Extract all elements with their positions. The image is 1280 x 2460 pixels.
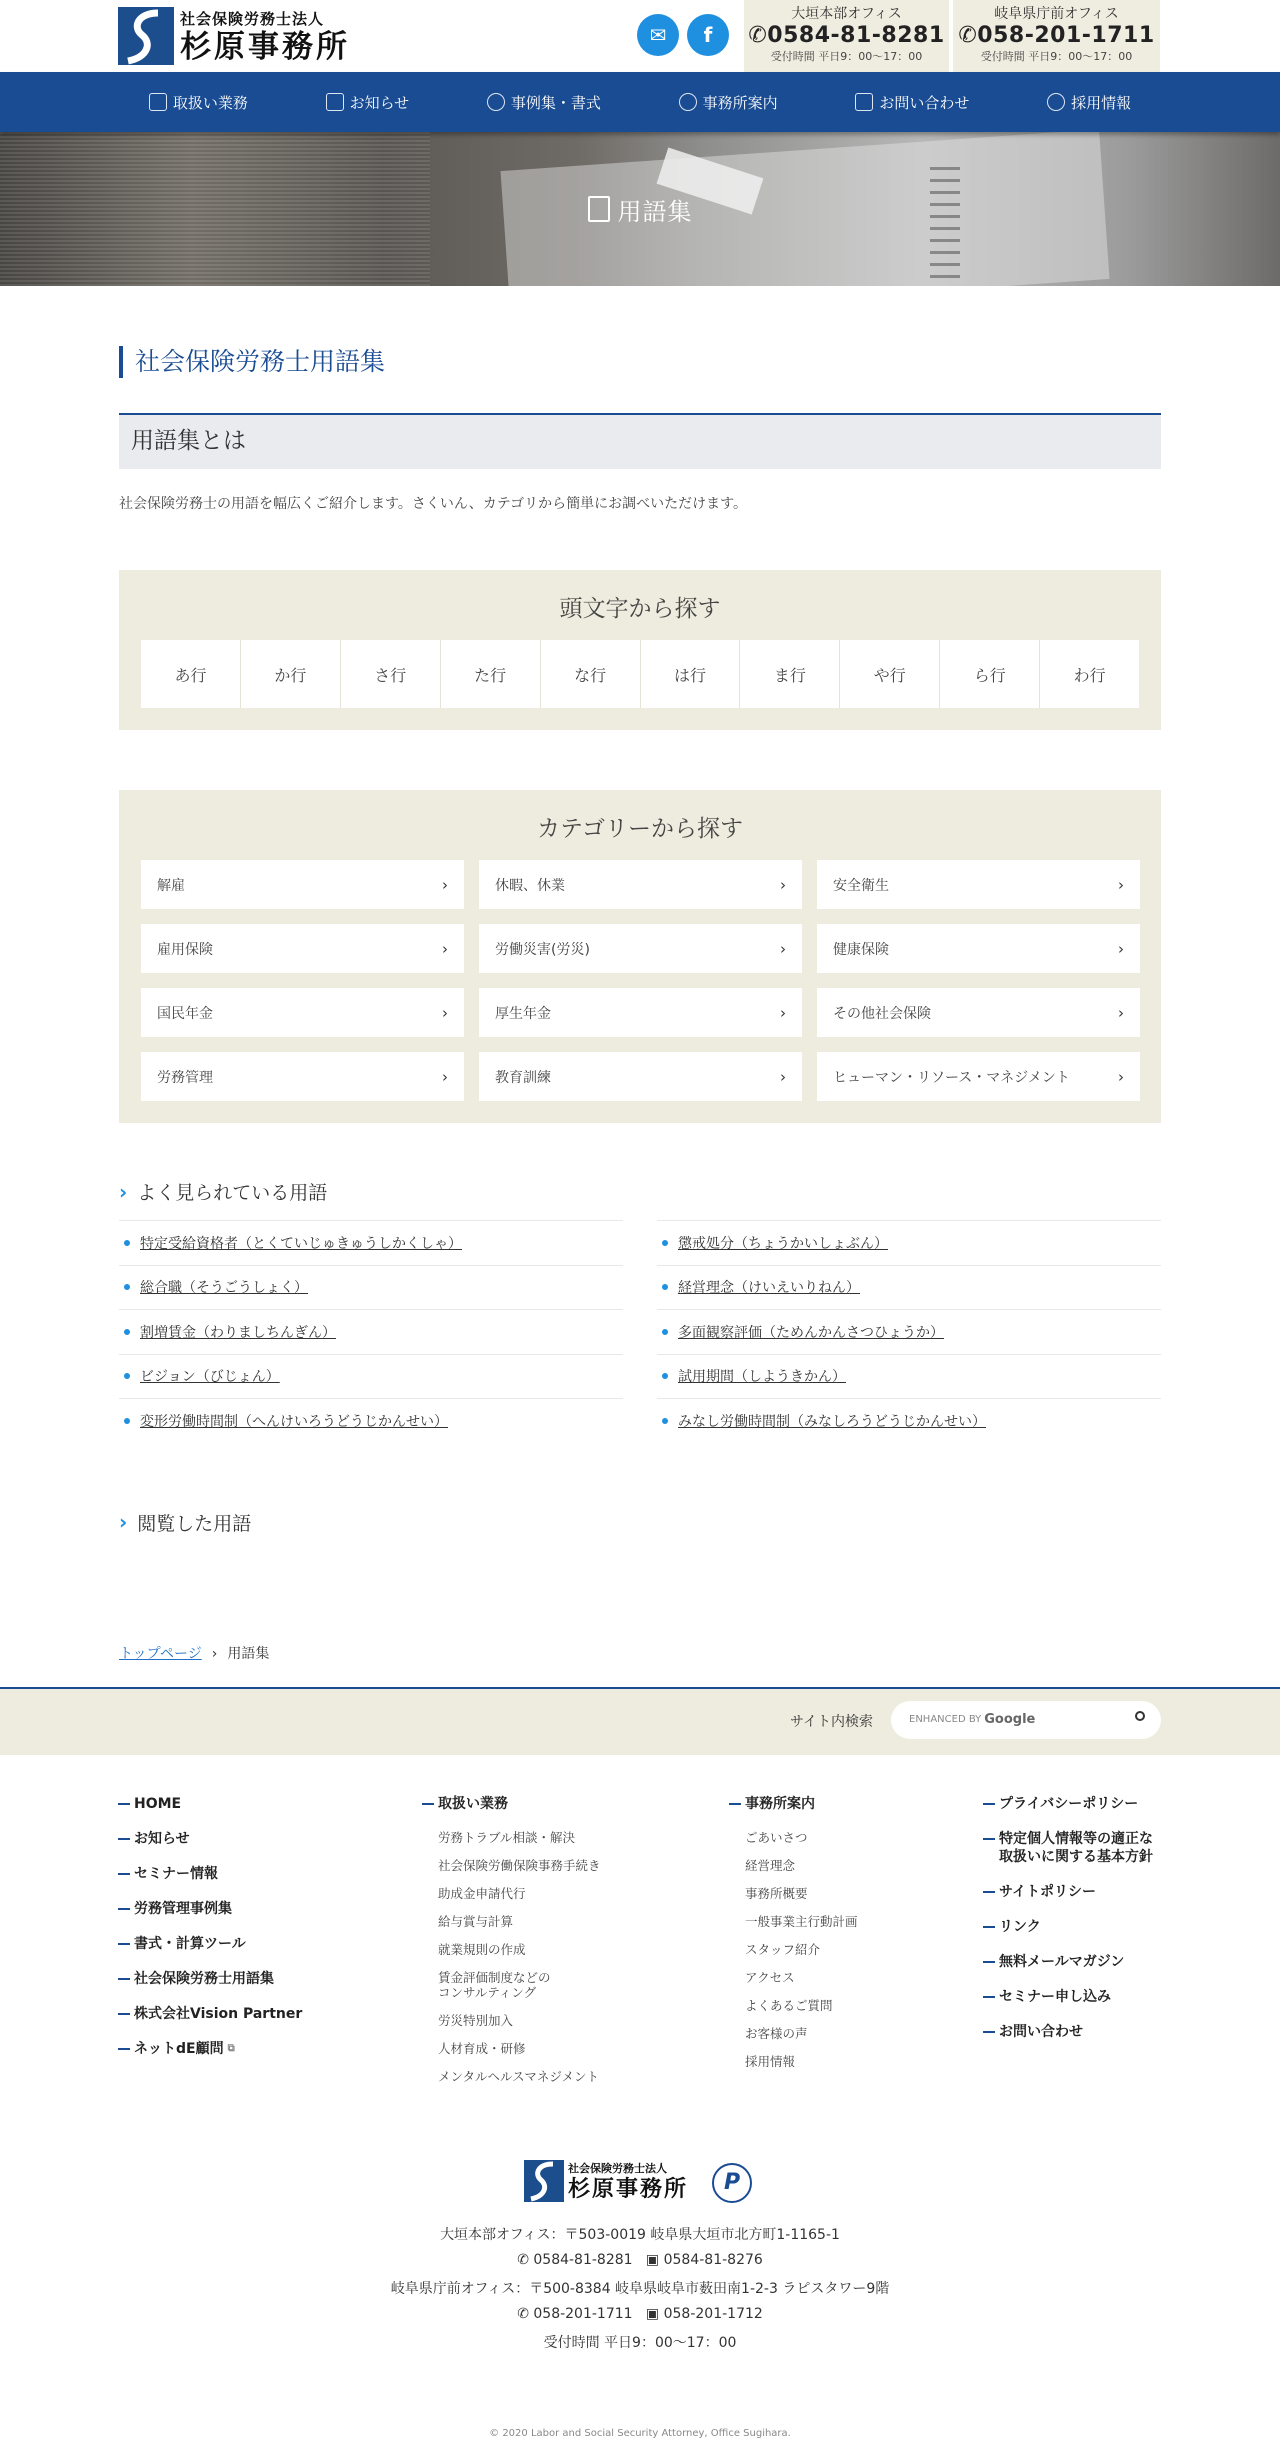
kana-item[interactable]: な行: [541, 640, 641, 708]
site-header: [0, 0, 1280, 72]
office-tel[interactable]: 0584-81-8281: [767, 23, 945, 48]
nav-news[interactable]: お知らせ: [326, 92, 410, 113]
contact-kencho: ✆ 058-201-1711 ▣ 058-201-1712: [517, 2305, 763, 2322]
term-link[interactable]: 特定受給資格者（とくていじゅきゅうしかくしゃ）: [119, 1220, 623, 1265]
chevron-right-icon: ›: [119, 1179, 128, 1204]
kana-item[interactable]: は行: [641, 640, 741, 708]
footer-link[interactable]: サイトポリシー: [983, 1883, 1153, 1901]
category-item[interactable]: 国民年金 ›: [141, 988, 464, 1037]
nav-recruit[interactable]: 採用情報: [1047, 92, 1131, 113]
footer-nav: [0, 1755, 1280, 2160]
office-name: 岐阜県庁前オフィス: [994, 6, 1119, 22]
term-link[interactable]: ビジョン（びじょん）: [119, 1354, 623, 1399]
footer-sublink[interactable]: 経営理念: [745, 1857, 796, 1873]
logo-sub: 社会保険労務士法人: [180, 9, 325, 28]
footer-link[interactable]: 取扱い業務: [422, 1795, 601, 1813]
external-link-icon: ⧉: [227, 2042, 235, 2054]
chevron-right-icon: ›: [780, 1067, 786, 1086]
section-title: 用語集とは: [119, 413, 1161, 469]
footer-sublink[interactable]: スタッフ紹介: [745, 1941, 821, 1957]
footer-link[interactable]: お問い合わせ: [983, 2023, 1153, 2041]
office-kencho: [953, 0, 1160, 72]
footer-link[interactable]: リンク: [983, 1918, 1153, 1936]
phone-icon: ✆: [958, 23, 978, 48]
clock-icon: [487, 93, 505, 111]
footer-link[interactable]: 特定個人情報等の適正な 取扱いに関する基本方針: [983, 1830, 1153, 1866]
kana-item[interactable]: わ行: [1073, 665, 1106, 685]
kana-item[interactable]: ら行: [940, 640, 1040, 708]
chevron-right-icon: ›: [1118, 1067, 1124, 1086]
footer-sublink[interactable]: 助成金申請代行: [438, 1885, 526, 1901]
category-item[interactable]: 解雇 ›: [141, 860, 464, 909]
footer-link[interactable]: セミナー申し込み: [983, 1988, 1153, 2006]
footer-sublink[interactable]: 賃金評価制度などの コンサルティング: [438, 1969, 551, 2000]
footer-sublink[interactable]: 事務所概要: [745, 1885, 808, 1901]
page-title: 社会保険労務士用語集: [119, 346, 1161, 378]
chevron-right-icon: ›: [1118, 939, 1124, 958]
term-link[interactable]: 懲戒処分（ちょうかいしょぶん）: [657, 1220, 1161, 1265]
fax-icon: ▣: [645, 2251, 660, 2268]
term-link[interactable]: 試用期間（しようきかん）: [657, 1354, 1161, 1399]
category-item[interactable]: 休暇、休業 ›: [479, 860, 802, 909]
footer-sublink[interactable]: メンタルヘルスマネジメント: [438, 2068, 600, 2084]
term-link[interactable]: 割増賃金（わりましちんぎん）: [119, 1309, 623, 1354]
footer-link[interactable]: 社会保険労務士用語集: [118, 1970, 302, 1988]
popular-terms: [119, 1220, 1161, 1443]
chevron-right-icon: ›: [442, 875, 448, 894]
footer-link[interactable]: お知らせ: [118, 1830, 302, 1848]
contact-honbu: ✆ 0584-81-8281 ▣ 0584-81-8276: [517, 2251, 763, 2268]
footer-sublink[interactable]: 採用情報: [745, 2053, 796, 2069]
nav-contact[interactable]: お問い合わせ: [855, 92, 969, 113]
category-item[interactable]: 厚生年金 ›: [479, 988, 802, 1037]
footer-logo[interactable]: [524, 2160, 688, 2202]
global-nav: [0, 72, 1280, 132]
category-item[interactable]: 教育訓練 ›: [479, 1052, 802, 1101]
chevron-right-icon: ›: [780, 939, 786, 958]
footer-sublink[interactable]: 就業規則の作成: [438, 1941, 526, 1957]
term-link[interactable]: みなし労働時間制（みなしろうどうじかんせい）: [657, 1398, 1161, 1443]
address-kencho: 岐阜県庁前オフィス：〒500-8384 岐阜県岐阜市薮田南1-2-3 ラピスタワー9階: [390, 2280, 890, 2297]
footer-logo-main: 杉原事務所: [568, 2175, 689, 2202]
footer-link[interactable]: 書式・計算ツール: [118, 1935, 302, 1953]
envelope-icon: [855, 93, 873, 111]
term-link[interactable]: 総合職（そうごうしょく）: [119, 1265, 623, 1310]
dictionary-icon: [588, 196, 610, 222]
nav-office[interactable]: 事務所案内: [679, 92, 778, 113]
footer-logo-sub: 社会保険労務士法人: [568, 2161, 667, 2175]
kana-item[interactable]: た行: [441, 640, 541, 708]
chevron-right-icon: ›: [442, 939, 448, 958]
footer-sublink[interactable]: アクセス: [745, 1969, 795, 1985]
footer-sublink[interactable]: よくあるご質問: [745, 1997, 833, 2013]
footer-link[interactable]: セミナー情報: [118, 1865, 302, 1883]
hero-banner: [0, 132, 1280, 286]
category-search: [119, 790, 1161, 1123]
popular-heading: › よく見られている用語: [119, 1179, 328, 1204]
term-link[interactable]: 多面観察評価（ためんかんさつひょうか）: [657, 1309, 1161, 1354]
office-hours: 受付時間 平日9：00〜17：00: [543, 2334, 737, 2351]
office-hours: 受付時間 平日9：00〜17：00: [770, 50, 923, 63]
category-item[interactable]: 雇用保険 ›: [141, 924, 464, 973]
footer-sublink[interactable]: 労災特別加入: [438, 2012, 514, 2028]
footer-sublink[interactable]: 給与賞与計算: [438, 1913, 514, 1929]
footer-sublink[interactable]: 一般事業主行動計画: [745, 1913, 858, 1929]
chevron-right-icon: ›: [442, 1067, 448, 1086]
category-item[interactable]: ヒューマン・リソース・マネジメント ›: [817, 1052, 1140, 1101]
footer-link[interactable]: プライバシーポリシー: [983, 1795, 1153, 1813]
mail-icon[interactable]: ✉: [637, 14, 679, 56]
footer-link[interactable]: 事務所案内: [729, 1795, 858, 1813]
address-honbu: 大垣本部オフィス：〒503-0019 岐阜県大垣市北方町1-1165-1: [440, 2226, 840, 2243]
chevron-right-icon: ›: [442, 1003, 448, 1022]
services-icon: [149, 93, 167, 111]
logo-mark-icon: [118, 7, 174, 65]
breadcrumb: [119, 1643, 1161, 1663]
logo-mark-icon: [524, 2160, 564, 2202]
privacy-mark-icon: P: [712, 2163, 752, 2203]
footer-link[interactable]: HOME: [118, 1795, 302, 1813]
search-icon[interactable]: [1135, 1711, 1145, 1721]
office-name: 大垣本部オフィス: [791, 6, 902, 22]
category-item[interactable]: 労務管理 ›: [141, 1052, 464, 1101]
office-honbu: [744, 0, 949, 72]
logo-main: 杉原事務所: [180, 28, 350, 65]
footer-sublink[interactable]: 人材育成・研修: [438, 2040, 526, 2056]
pin-icon: [679, 93, 697, 111]
chevron-right-icon: ›: [1118, 1003, 1124, 1022]
chevron-right-icon: ›: [780, 875, 786, 894]
person-icon: [1047, 93, 1065, 111]
category-item[interactable]: 労働災害(労災) ›: [479, 924, 802, 973]
category-item[interactable]: 安全衛生 ›: [817, 860, 1140, 909]
nav-services[interactable]: 取扱い業務: [149, 92, 248, 113]
footer-info: [0, 2160, 1280, 2420]
chat-icon: [326, 93, 344, 111]
phone-icon: ✆: [517, 2251, 529, 2268]
kana-item[interactable]: か行: [241, 640, 341, 708]
office-tel[interactable]: 058-201-1711: [977, 23, 1155, 48]
breadcrumb-current: 用語集: [227, 1645, 270, 1662]
footer-link[interactable]: 労務管理事例集: [118, 1900, 302, 1918]
kana-item[interactable]: あ行: [141, 640, 241, 708]
category-item[interactable]: 健康保険 ›: [817, 924, 1140, 973]
footer-link[interactable]: 無料メールマガジン: [983, 1953, 1153, 1971]
nav-cases[interactable]: 事例集・書式: [487, 92, 601, 113]
kana-heading: 頭文字から探す: [559, 596, 721, 622]
phone-icon: ✆: [517, 2305, 529, 2322]
chevron-right-icon: ›: [211, 1645, 218, 1662]
term-link[interactable]: 変形労働時間制（へんけいろうどうじかんせい）: [119, 1398, 623, 1443]
breadcrumb-home[interactable]: トップページ: [119, 1645, 202, 1662]
search-label: サイト内検索: [790, 1713, 874, 1730]
hero-title: 用語集: [617, 197, 693, 226]
chevron-right-icon: ›: [119, 1510, 128, 1534]
search-input[interactable]: ENHANCED BY Google: [891, 1701, 1161, 1739]
category-item[interactable]: その他社会保険 ›: [817, 988, 1140, 1037]
footer-sublink[interactable]: お客様の声: [745, 2025, 808, 2041]
footer-link-netde[interactable]: ネットdE顧問 ⧉: [118, 2040, 302, 2058]
kana-item[interactable]: さ行: [341, 640, 441, 708]
site-logo[interactable]: [118, 7, 350, 65]
category-heading: カテゴリーから探す: [536, 816, 744, 842]
fax-icon: ▣: [645, 2305, 660, 2322]
lead-text: 社会保険労務士の用語を幅広くご紹介します。さくいん、カテゴリから簡単にお調べいただけます。: [119, 496, 748, 512]
footer-sublink[interactable]: 労務トラブル相談・解決: [438, 1829, 576, 1845]
chevron-right-icon: ›: [780, 1003, 786, 1022]
footer-link[interactable]: 株式会社Vision Partner: [118, 2005, 302, 2023]
term-link[interactable]: 経営理念（けいえいりねん）: [657, 1265, 1161, 1310]
copyright: © 2020 Labor and Social Security Attorney, Office Sugihara.: [489, 2427, 791, 2439]
footer-sublink[interactable]: ごあいさつ: [745, 1829, 808, 1845]
kana-item[interactable]: や行: [840, 640, 940, 708]
chevron-right-icon: ›: [1118, 875, 1124, 894]
kana-item[interactable]: ま行: [740, 640, 840, 708]
footer-sublink[interactable]: 社会保険労働保険事務手続き: [438, 1857, 601, 1873]
kana-search: [119, 570, 1161, 730]
office-hours: 受付時間 平日9：00〜17：00: [980, 50, 1133, 63]
footer-search: [0, 1687, 1280, 1755]
facebook-icon[interactable]: f: [687, 14, 729, 56]
viewed-heading: › 閲覧した用語: [119, 1510, 252, 1535]
phone-icon: ✆: [748, 23, 768, 48]
